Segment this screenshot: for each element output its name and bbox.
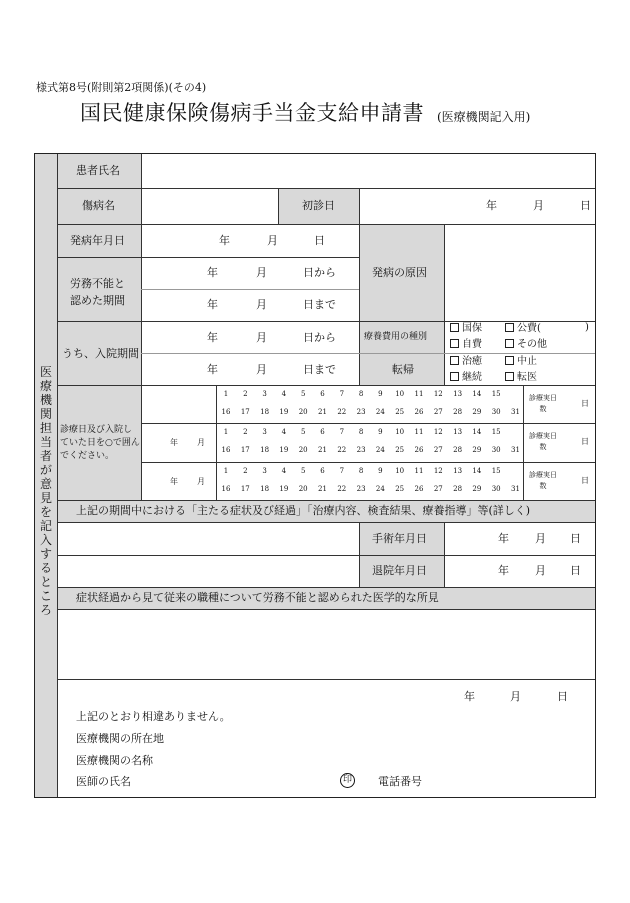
- calendar-year-label: 年: [170, 477, 178, 486]
- doctor-name-label: 医師の氏名: [76, 775, 131, 788]
- discharge-month: 月: [535, 564, 546, 577]
- outcome-option-cured[interactable]: [450, 356, 482, 367]
- calendar-day[interactable]: 22: [337, 485, 347, 493]
- calendar-day[interactable]: 31: [511, 446, 520, 454]
- cause-label: 発病の原因: [372, 266, 427, 279]
- calendar-day[interactable]: 11: [414, 467, 424, 475]
- calendar-day[interactable]: 4: [281, 467, 287, 475]
- calendar-day[interactable]: 2: [243, 390, 248, 398]
- incapacity-from-month: 月: [256, 266, 267, 279]
- symptoms-header: 上記の期間中における「主たる症状及び経過」「治療内容、検査結果、療養指導」等(詳しく): [76, 504, 531, 517]
- cost-option-jihi[interactable]: [450, 339, 482, 350]
- outcome-option-continued[interactable]: [450, 372, 482, 383]
- calendar-day[interactable]: 15: [491, 390, 501, 398]
- calendar-day[interactable]: 4: [281, 428, 287, 436]
- calendar-day[interactable]: 1: [223, 428, 229, 436]
- calendar-day[interactable]: 3: [262, 467, 267, 475]
- incapacity-from-day: 日から: [303, 266, 336, 279]
- incapacity-until-year: 年: [207, 298, 218, 311]
- calendar-year-label: 年: [170, 438, 178, 447]
- checkbox-kokuho[interactable]: [450, 323, 459, 332]
- cost-option-kokuho[interactable]: [450, 323, 482, 334]
- surgery-month: 月: [535, 532, 546, 545]
- calendar-day[interactable]: 13: [453, 390, 463, 398]
- inpatient-until-month: 月: [256, 363, 267, 376]
- calendar-day[interactable]: 31: [511, 485, 520, 493]
- cost-option-kokuho-text: 国保: [462, 323, 482, 334]
- certify-statement: 上記のとおり相違ありません。: [76, 710, 231, 723]
- calendar-day[interactable]: 13: [453, 467, 463, 475]
- form-number: 様式第8号(附則第2項関係)(その4): [36, 81, 207, 94]
- calendar-day[interactable]: 21: [318, 408, 327, 416]
- discharge-day: 日: [570, 564, 581, 577]
- calendar-day[interactable]: 28: [453, 408, 463, 416]
- surgery-year: 年: [498, 532, 509, 545]
- calendar-day[interactable]: 5: [300, 428, 306, 436]
- calendar-day[interactable]: 30: [491, 446, 501, 454]
- calendar-day[interactable]: 6: [320, 390, 325, 398]
- cost-type-label: 療養費用の種別: [364, 332, 428, 342]
- calendar-day[interactable]: 19: [279, 408, 289, 416]
- outcome-option-cured-text: 治癒: [462, 356, 482, 367]
- calendar-day[interactable]: 9: [378, 390, 383, 398]
- side-label: 医 療 機 関 担 当 者 が 意 見 を 記 入 す る と こ ろ: [39, 365, 52, 617]
- calendar-day[interactable]: 18: [260, 446, 270, 454]
- outcome-option-transferred[interactable]: [505, 372, 537, 383]
- outcome-option-stopped[interactable]: [505, 356, 537, 367]
- calendar-day[interactable]: 26: [414, 408, 424, 416]
- checkbox-continued[interactable]: [450, 372, 459, 381]
- calendar-day[interactable]: 29: [472, 446, 482, 454]
- calendar-day[interactable]: 14: [472, 390, 482, 398]
- inpatient-from-year: 年: [207, 331, 218, 344]
- first-visit-day: 日: [580, 199, 591, 212]
- calendar-day[interactable]: 28: [453, 485, 463, 493]
- calendar-day[interactable]: 8: [358, 390, 364, 398]
- calendar-day[interactable]: 20: [298, 446, 308, 454]
- surgery-day: 日: [570, 532, 581, 545]
- calendar-day[interactable]: 29: [472, 485, 482, 493]
- checkbox-cured[interactable]: [450, 356, 459, 365]
- calendar-day[interactable]: 7: [339, 428, 345, 436]
- calendar-day[interactable]: 5: [300, 390, 306, 398]
- inpatient-until-year: 年: [207, 363, 218, 376]
- page-subtitle: (医療機関記入用): [437, 110, 531, 124]
- calendar-day[interactable]: 3: [262, 428, 267, 436]
- calendar-day[interactable]: 24: [375, 408, 385, 416]
- opinion-header: 症状経過から見て従来の職種について労務不能と認められた医学的な所見: [76, 591, 439, 604]
- signature-day: 日: [557, 690, 568, 703]
- calendar-day[interactable]: 8: [358, 467, 364, 475]
- discharge-date-label: 退院年月日: [372, 564, 427, 577]
- checkbox-kouhi[interactable]: [505, 323, 514, 332]
- incapacity-until-day: 日まで: [303, 298, 336, 311]
- calendar-day[interactable]: 18: [260, 485, 270, 493]
- calendar-day[interactable]: 17: [240, 446, 250, 454]
- calendar-day[interactable]: 9: [378, 428, 383, 436]
- onset-month: 月: [267, 234, 278, 247]
- calendar-day[interactable]: 26: [414, 485, 424, 493]
- page-title: 国民健康保険傷病手当金支給申請書: [80, 101, 424, 125]
- patient-name-label: 患者氏名: [76, 164, 120, 177]
- calendar-day[interactable]: 16: [221, 485, 231, 493]
- cost-option-other-text: その他: [517, 339, 547, 350]
- calendar-day[interactable]: 14: [472, 428, 482, 436]
- incapacity-period-label: 労務不能と認めた期間: [70, 277, 125, 307]
- calendar-day[interactable]: 10: [395, 390, 405, 398]
- visit-days-count-unit: 日: [581, 399, 589, 408]
- first-visit-label: 初診日: [302, 199, 335, 212]
- calendar-day[interactable]: 8: [358, 428, 364, 436]
- institution-address-label: 医療機関の所在地: [76, 732, 164, 745]
- calendar-day[interactable]: 1: [223, 467, 229, 475]
- calendar-day[interactable]: 30: [491, 408, 501, 416]
- calendar-day[interactable]: 2: [243, 467, 248, 475]
- calendar-day[interactable]: 30: [491, 485, 501, 493]
- calendar-day[interactable]: 20: [298, 485, 308, 493]
- discharge-year: 年: [498, 564, 509, 577]
- visit-days-count-label: 診療実日数: [529, 432, 557, 451]
- onset-date-label: 発病年月日: [70, 234, 125, 247]
- calendar-day[interactable]: 2: [243, 428, 248, 436]
- incapacity-until-month: 月: [256, 298, 267, 311]
- calendar-day[interactable]: 12: [433, 428, 443, 436]
- calendar-month-label: 月: [197, 477, 205, 486]
- visit-days-count-unit: 日: [581, 437, 589, 446]
- calendar-day[interactable]: 12: [433, 390, 443, 398]
- calendar-day[interactable]: 22: [337, 446, 347, 454]
- calendar-day[interactable]: 21: [318, 485, 327, 493]
- calendar-day[interactable]: 23: [356, 485, 366, 493]
- outcome-label: 転帰: [392, 363, 414, 376]
- calendar-day[interactable]: 22: [337, 408, 347, 416]
- calendar-day[interactable]: 24: [375, 485, 385, 493]
- calendar-day[interactable]: 5: [300, 467, 306, 475]
- calendar-day[interactable]: 19: [279, 485, 289, 493]
- inpatient-from-day: 日から: [303, 331, 336, 344]
- calendar-day[interactable]: 11: [414, 390, 424, 398]
- visit-days-count-unit: 日: [581, 476, 589, 485]
- calendar-day[interactable]: 20: [298, 408, 308, 416]
- calendar-day[interactable]: 7: [339, 390, 345, 398]
- calendar-day[interactable]: 17: [240, 408, 250, 416]
- checkbox-stopped[interactable]: [505, 356, 514, 365]
- calendar-day[interactable]: 10: [395, 428, 405, 436]
- calendar-day[interactable]: 15: [491, 467, 501, 475]
- calendar-day[interactable]: 29: [472, 408, 482, 416]
- calendar-day[interactable]: 13: [453, 428, 463, 436]
- calendar-day[interactable]: 14: [472, 467, 482, 475]
- calendar-day[interactable]: 18: [260, 408, 270, 416]
- phone-label: 電話番号: [378, 775, 422, 788]
- calendar-day[interactable]: 1: [223, 390, 229, 398]
- calendar-day[interactable]: 27: [433, 485, 443, 493]
- calendar-day[interactable]: 9: [378, 467, 383, 475]
- onset-year: 年: [219, 234, 230, 247]
- calendar-day[interactable]: 15: [491, 428, 501, 436]
- inpatient-period-label: うち、入院期間: [62, 347, 139, 360]
- checkbox-other[interactable]: [505, 339, 514, 348]
- first-visit-year: 年: [486, 199, 497, 212]
- cost-option-kouhi-text: 公費(: [517, 323, 541, 334]
- calendar-day[interactable]: 28: [453, 446, 463, 454]
- calendar-day[interactable]: 25: [395, 446, 405, 454]
- cost-option-jihi-text: 自費: [462, 339, 482, 350]
- calendar-day[interactable]: 19: [279, 446, 289, 454]
- cost-option-other[interactable]: [505, 339, 547, 350]
- inpatient-until-day: 日まで: [303, 363, 336, 376]
- seal-mark: 印: [340, 773, 355, 788]
- calendar-day[interactable]: 10: [395, 467, 405, 475]
- cost-option-kouhi[interactable]: [505, 323, 541, 334]
- outcome-option-transferred-text: 転医: [517, 372, 537, 383]
- institution-name-label: 医療機関の名称: [76, 754, 153, 767]
- calendar-day[interactable]: 4: [281, 390, 287, 398]
- visit-days-instruction: 診療日及び入院していた日を○で囲んでください。: [60, 425, 140, 461]
- outcome-option-stopped-text: 中止: [517, 356, 537, 367]
- inpatient-from-month: 月: [256, 331, 267, 344]
- calendar-day[interactable]: 23: [356, 446, 366, 454]
- calendar-day[interactable]: 7: [339, 467, 345, 475]
- injury-name-label: 傷病名: [82, 199, 115, 212]
- calendar-day[interactable]: 24: [375, 446, 385, 454]
- signature-month: 月: [510, 690, 521, 703]
- surgery-date-label: 手術年月日: [372, 532, 427, 545]
- incapacity-from-year: 年: [207, 266, 218, 279]
- calendar-day[interactable]: 11: [414, 428, 424, 436]
- calendar-day[interactable]: 31: [511, 408, 520, 416]
- calendar-day[interactable]: 6: [320, 467, 325, 475]
- calendar-day[interactable]: 25: [395, 408, 405, 416]
- signature-year: 年: [464, 690, 475, 703]
- calendar-day[interactable]: 27: [433, 446, 443, 454]
- calendar-day[interactable]: 16: [221, 446, 231, 454]
- calendar-day[interactable]: 25: [395, 485, 405, 493]
- calendar-day[interactable]: 3: [262, 390, 267, 398]
- calendar-day[interactable]: 23: [356, 408, 366, 416]
- checkbox-transferred[interactable]: [505, 372, 514, 381]
- first-visit-month: 月: [533, 199, 544, 212]
- calendar-day[interactable]: 16: [221, 408, 231, 416]
- checkbox-jihi[interactable]: [450, 339, 459, 348]
- calendar-day[interactable]: 21: [318, 446, 327, 454]
- visit-days-count-label: 診療実日数: [529, 471, 557, 490]
- outcome-option-continued-text: 継続: [462, 372, 482, 383]
- calendar-month-label: 月: [197, 438, 205, 447]
- calendar-day[interactable]: 27: [433, 408, 443, 416]
- cost-option-kouhi-close: ): [585, 322, 589, 333]
- onset-day: 日: [314, 234, 325, 247]
- calendar-day[interactable]: 17: [240, 485, 250, 493]
- calendar-day[interactable]: 12: [433, 467, 443, 475]
- calendar-day[interactable]: 6: [320, 428, 325, 436]
- calendar-day[interactable]: 26: [414, 446, 424, 454]
- visit-days-count-label: 診療実日数: [529, 394, 557, 413]
